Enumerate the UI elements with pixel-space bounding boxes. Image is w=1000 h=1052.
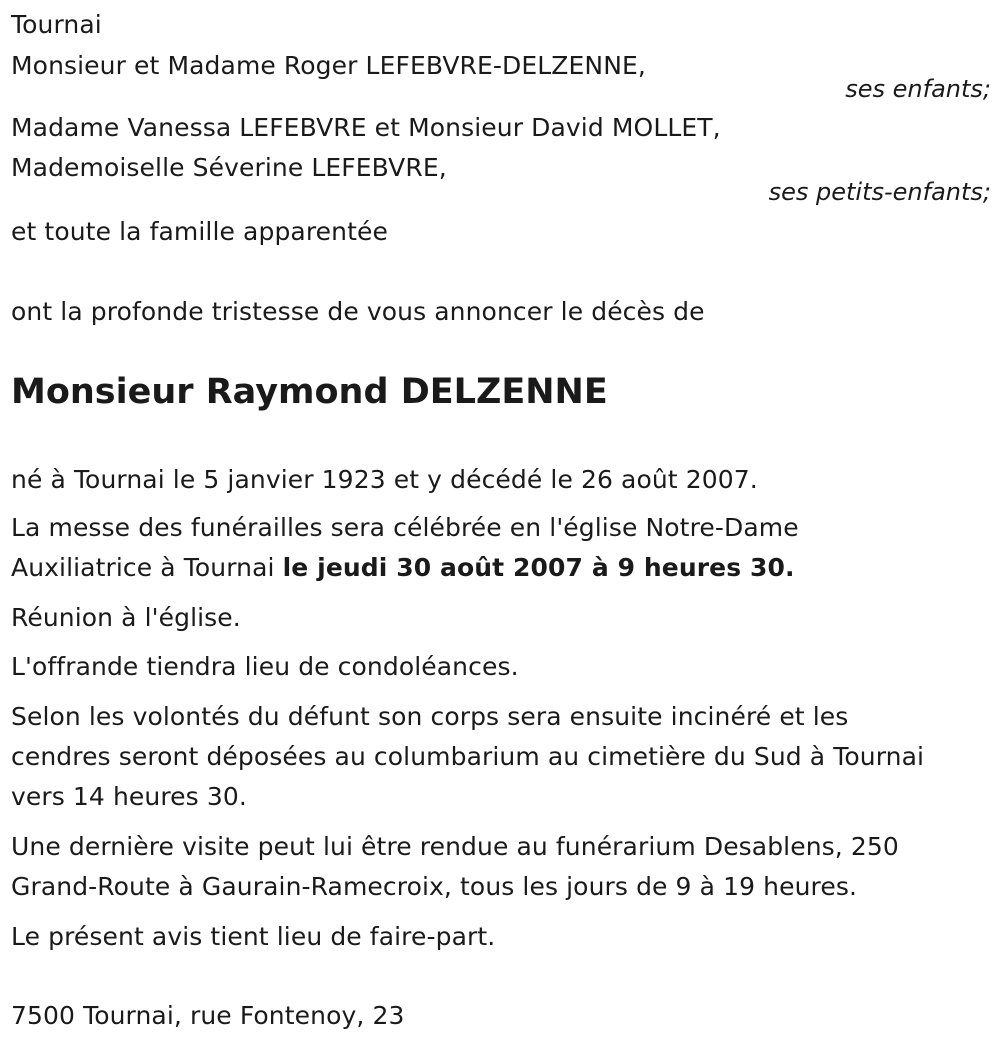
birth-death-line: né à Tournai le 5 janvier 1923 et y décédé le 26 août 2007. xyxy=(11,465,758,494)
address-line: 7500 Tournai, rue Fontenoy, 23 xyxy=(11,1001,405,1030)
grandchild-line-2: Mademoiselle Séverine LEFEBVRE, xyxy=(11,153,447,182)
cremation-line-1: Selon les volontés du défunt son corps sera ensuite incinéré et les xyxy=(11,702,849,731)
visit-line-1: Une dernière visite peut lui être rendue au funérarium Desablens, 250 xyxy=(11,832,899,861)
cremation-line-3: vers 14 heures 30. xyxy=(11,782,247,811)
mass-date-time: le jeudi 30 août 2007 à 9 heures 30. xyxy=(282,553,795,582)
cremation-line-2: cendres seront déposées au columbarium au cimetière du Sud à Tournai xyxy=(11,742,925,771)
mass-line-2 xyxy=(11,548,795,588)
grandchild-line-1: Madame Vanessa LEFEBVRE et Monsieur David MOLLET, xyxy=(11,113,721,142)
offering-line: L'offrande tiendra lieu de condoléances. xyxy=(11,652,519,681)
visit-line-2: Grand-Route à Gaurain-Ramecroix, tous les jours de 9 à 19 heures. xyxy=(11,872,857,901)
meeting-line: Réunion à l'église. xyxy=(11,603,241,632)
children-line: Monsieur et Madame Roger LEFEBVRE-DELZENNE, xyxy=(11,51,646,80)
notice-line: Le présent avis tient lieu de faire-part. xyxy=(11,922,496,951)
mass-line-1: La messe des funérailles sera célébrée en l'église Notre-Dame xyxy=(11,513,799,542)
family-line: et toute la famille apparentée xyxy=(11,217,388,246)
city-line: Tournai xyxy=(11,10,102,39)
obituary-notice xyxy=(11,0,991,1052)
children-role: ses enfants; xyxy=(845,75,991,103)
grandchildren-role: ses petits-enfants; xyxy=(768,178,991,206)
mass-location-text: Auxiliatrice à Tournai xyxy=(11,553,283,582)
deceased-name: Monsieur Raymond DELZENNE xyxy=(11,372,608,412)
announcement-line: ont la profonde tristesse de vous annoncer le décès de xyxy=(11,297,705,326)
